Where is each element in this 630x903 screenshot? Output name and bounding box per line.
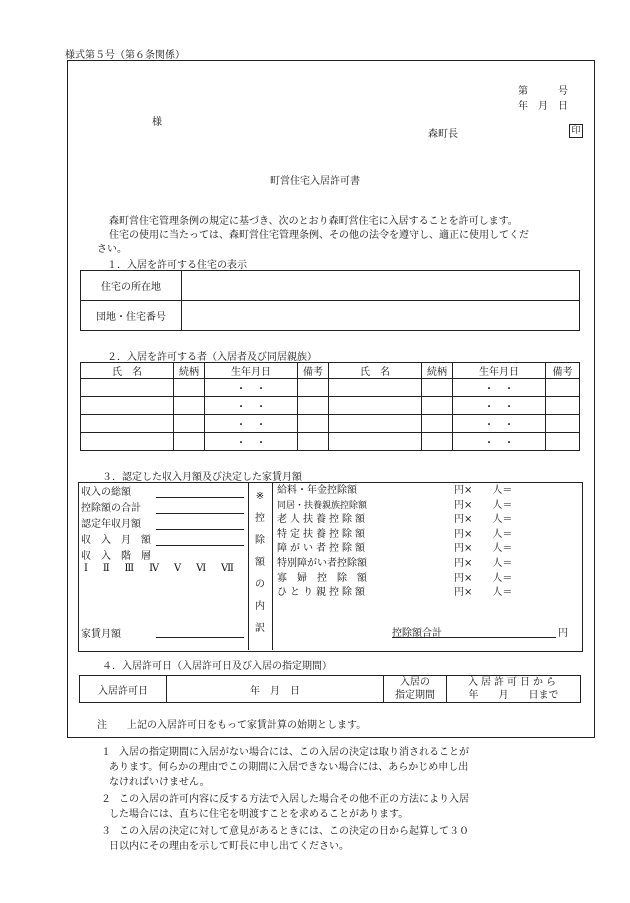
col-name-2: 氏 名 (329, 363, 422, 379)
housing-number-field[interactable] (182, 301, 580, 331)
vertical-char: の (255, 579, 265, 590)
col-name: 氏 名 (81, 363, 174, 379)
date-dots[interactable]: ・ ・ (205, 415, 298, 433)
resident-cell[interactable] (546, 397, 580, 415)
period-label-line-2: 指定期間 (395, 690, 435, 701)
resident-cell[interactable] (546, 415, 580, 433)
resident-cell[interactable] (329, 397, 422, 415)
col-birthdate-2: 生年月日 (453, 363, 546, 379)
col-birthdate: 生年月日 (205, 363, 298, 379)
resident-cell[interactable] (546, 379, 580, 397)
vertical-char: 内 (255, 601, 265, 612)
deduction-specific: 特定扶養控除額 (277, 528, 368, 540)
section2-heading: ２．入居を許可する者（入居者及び同居親族） (107, 352, 317, 363)
document-title: 町営住宅入居許可書 (270, 176, 360, 187)
deduction-total-text: 控除額合計 (392, 628, 442, 639)
document-number: 第 号 (518, 86, 568, 97)
date-dots[interactable]: ・ ・ (453, 397, 546, 415)
footnote-1-number: １ (101, 747, 111, 758)
permit-date-label: 入居許可日 (80, 676, 167, 703)
date-dots[interactable]: ・ ・ (205, 379, 298, 397)
resident-cell[interactable] (174, 433, 205, 451)
billing-note: 注 上記の入居許可日をもって家賃計算の始期とします。 (97, 720, 367, 731)
resident-cell[interactable] (81, 415, 174, 433)
vertical-char: ※ (255, 491, 265, 502)
seal-mark: 印 (569, 124, 583, 138)
period-label (384, 676, 447, 703)
total-income-label: 収入の総額 (81, 487, 131, 498)
income-tier-label: 収 入 階 層 (81, 551, 151, 562)
resident-cell[interactable] (546, 433, 580, 451)
rent-label: 家賃月額 (81, 629, 121, 640)
issuer-name: 森町長 (428, 129, 458, 140)
resident-cell[interactable] (298, 379, 329, 397)
intro-line-2: 住宅の使用に当たっては、森町営住宅管理条例、その他の法令を遵守し、適正に使用してくだ (109, 230, 529, 241)
period-to: 年 月 日まで (468, 690, 559, 701)
date-dots[interactable]: ・ ・ (453, 379, 546, 397)
housing-number-label: 団地・住宅番号 (81, 301, 182, 331)
resident-cell[interactable] (298, 415, 329, 433)
footnote-1-line-2: あります。何らかの理由でこの期間に入居できない場合には、あらかじめ申し出 (109, 762, 469, 773)
tier-2[interactable]: Ⅱ (102, 563, 110, 574)
form-label: 様式第５号（第６条関係） (65, 50, 185, 61)
resident-cell[interactable] (174, 379, 205, 397)
resident-cell[interactable] (81, 397, 174, 415)
deduction-single-parent: ひとり親控除額 (277, 587, 368, 599)
monthly-income-label: 収 入 月 額 (81, 535, 151, 546)
tier-7[interactable]: Ⅶ (221, 563, 234, 574)
footnote-1-line-3: なければいけません。 (109, 777, 210, 788)
income-tiers (84, 563, 234, 574)
deduction-total-label: 控除額の合計 (81, 503, 141, 514)
col-relation: 続柄 (174, 363, 205, 379)
vertical-char: 除 (255, 535, 265, 546)
footnote-3-line-1: この入居の決定に対して意見があるときには、この決定の日から起算して３０ (119, 826, 469, 837)
permit-date-value[interactable]: 年 月 日 (167, 676, 384, 703)
calc-row[interactable]: 円× 人＝ (454, 572, 513, 584)
table-row (81, 433, 580, 451)
tier-3[interactable]: Ⅲ (124, 563, 135, 574)
resident-cell[interactable] (422, 415, 453, 433)
col-remarks: 備考 (298, 363, 329, 379)
residents-table (80, 362, 580, 451)
date-dots[interactable]: ・ ・ (453, 433, 546, 451)
tier-6[interactable]: Ⅵ (196, 563, 207, 574)
intro-line-3: さい。 (97, 244, 127, 255)
tier-4[interactable]: Ⅳ (149, 563, 160, 574)
period-value[interactable] (447, 676, 581, 703)
footnote-2-line-2: した場合には、直ちに住宅を明渡すことを求めることがあります。 (109, 809, 409, 820)
table-row (81, 415, 580, 433)
calc-row[interactable]: 円× 人＝ (454, 543, 513, 555)
calc-row[interactable]: 円× 人＝ (454, 557, 513, 569)
period-from: 入居許可日から (468, 677, 559, 688)
tier-1[interactable]: Ⅰ (84, 563, 88, 574)
resident-cell[interactable] (329, 433, 422, 451)
resident-cell[interactable] (329, 379, 422, 397)
addressee-suffix: 様 (152, 117, 162, 128)
resident-cell[interactable] (422, 433, 453, 451)
resident-cell[interactable] (298, 433, 329, 451)
calc-row[interactable]: 円× 人＝ (454, 514, 513, 526)
tier-5[interactable]: Ⅴ (173, 563, 182, 574)
table-row (81, 397, 580, 415)
period-label-line-1: 入居の (400, 677, 430, 688)
section4-heading: ４．入居許可日（入居許可日及び入居の指定期間） (102, 661, 332, 672)
deduction-disability: 障がい者控除額 (277, 543, 368, 555)
vertical-char: 額 (255, 557, 265, 568)
permit-table (79, 675, 581, 703)
vertical-char: 控 (255, 513, 265, 524)
resident-cell[interactable] (298, 397, 329, 415)
deduction-breakdown-label (250, 486, 270, 640)
calc-row[interactable]: 円× 人＝ (454, 528, 513, 540)
footnote-2-line-1: この入居の許可内容に反する方法で入居した場合その他不正の方法により入居 (119, 794, 469, 805)
date-dots[interactable]: ・ ・ (205, 397, 298, 415)
date-dots[interactable]: ・ ・ (205, 433, 298, 451)
resident-cell[interactable] (329, 415, 422, 433)
deduction-list (277, 484, 368, 601)
deduction-calcs (454, 484, 512, 601)
resident-cell[interactable] (422, 397, 453, 415)
document-date: 年 月 日 (518, 101, 568, 112)
resident-cell[interactable] (81, 433, 174, 451)
footnote-3-line-2: 日以内にその理由を示して町長に申し出てください。 (109, 841, 349, 852)
resident-cell[interactable] (174, 415, 205, 433)
deduction-widow: 寡 婦 控 除 額 (277, 572, 367, 584)
calc-row[interactable]: 円× 人＝ (454, 587, 513, 599)
deduction-salary: 給料・年金控除額 (277, 485, 357, 496)
housing-location-field[interactable] (182, 271, 580, 301)
intro-line-1: 森町営住宅管理条例の規定に基づき、次のとおり森町営住宅に入居することを許可します。 (109, 216, 518, 227)
deduction-family: 同居・扶養親族控除額 (277, 500, 368, 511)
vertical-char: 訳 (255, 623, 265, 634)
footnote-3-number: ３ (101, 826, 111, 837)
calc-row[interactable]: 円× 人＝ (454, 499, 513, 511)
resident-cell[interactable] (81, 379, 174, 397)
col-relation-2: 続柄 (422, 363, 453, 379)
section1-heading: １．入居を許可する住宅の表示 (107, 260, 247, 271)
footnote-1-line-1: 入居の指定期間に入居がない場合には、この入居の決定は取り消されることが (119, 747, 469, 758)
footnote-2-number: ２ (101, 794, 111, 805)
resident-cell[interactable] (174, 397, 205, 415)
deduction-elderly: 老人扶養控除額 (277, 514, 368, 526)
housing-table (80, 270, 580, 331)
resident-cell[interactable] (422, 379, 453, 397)
calc-row[interactable]: 円× 人＝ (454, 485, 513, 496)
yen-unit: 円 (558, 628, 568, 639)
housing-location-label: 住宅の所在地 (81, 271, 182, 301)
date-dots[interactable]: ・ ・ (453, 415, 546, 433)
income-labels (81, 485, 151, 565)
annual-income-label: 認定年収月額 (81, 519, 141, 530)
section3-heading: ３．認定した収入月額及び決定した家賃月額 (102, 472, 302, 483)
col-remarks-2: 備考 (546, 363, 580, 379)
table-row (81, 379, 580, 397)
deduction-special-disability: 特別障がい者控除額 (277, 557, 367, 569)
